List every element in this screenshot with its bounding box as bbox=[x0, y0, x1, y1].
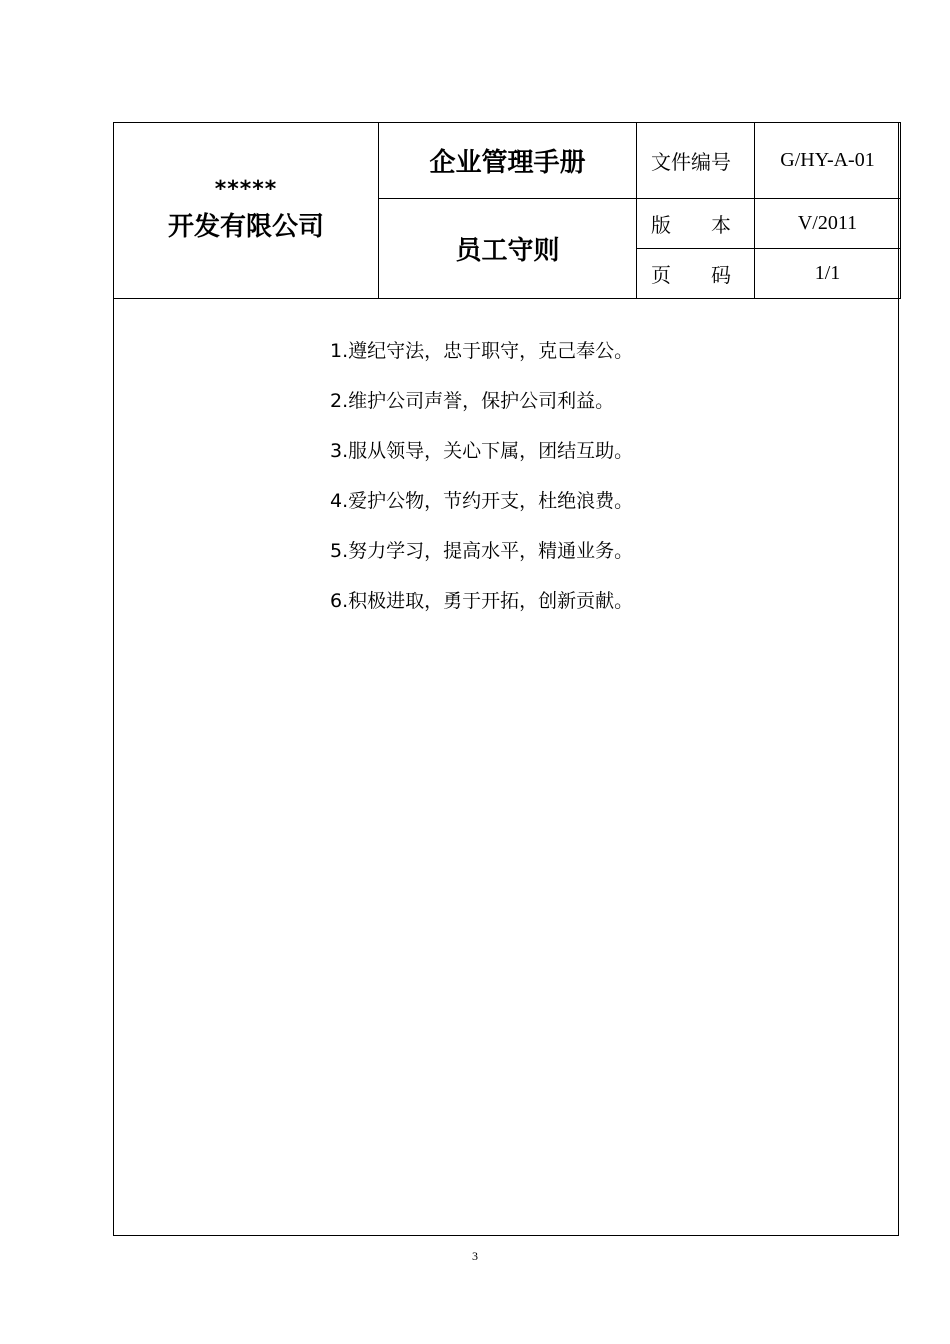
company-stars: ***** bbox=[214, 177, 278, 203]
rule-item: 2.维护公司声誉，保护公司利益。 bbox=[330, 390, 615, 412]
field-value-doc-number: G/HY-A-01 bbox=[755, 123, 901, 199]
rule-item: 3.服从领导，关心下属，团结互助。 bbox=[330, 440, 634, 462]
employee-rules-list bbox=[330, 336, 633, 636]
rule-item: 6.积极进取，勇于开拓，创新贡献。 bbox=[330, 590, 634, 612]
company-name: 开发有限公司 bbox=[167, 212, 324, 243]
rule-item: 1.遵纪守法，忠于职守，克己奉公。 bbox=[330, 340, 634, 362]
field-label-page: 页 码 bbox=[637, 249, 755, 299]
rule-item: 4.爱护公物，节约开支，杜绝浪费。 bbox=[330, 490, 634, 512]
field-label-version: 版 本 bbox=[637, 199, 755, 249]
field-value-page: 1/1 bbox=[755, 249, 901, 299]
company-cell bbox=[114, 123, 379, 299]
section-title: 员工守则 bbox=[379, 199, 637, 299]
document-header-table bbox=[113, 122, 901, 299]
field-label-doc-number: 文件编号 bbox=[637, 123, 755, 199]
field-value-version: V/2011 bbox=[755, 199, 901, 249]
rule-item: 5.努力学习，提高水平，精通业务。 bbox=[330, 540, 634, 562]
page-number: 3 bbox=[472, 1249, 478, 1263]
manual-title: 企业管理手册 bbox=[379, 123, 637, 199]
